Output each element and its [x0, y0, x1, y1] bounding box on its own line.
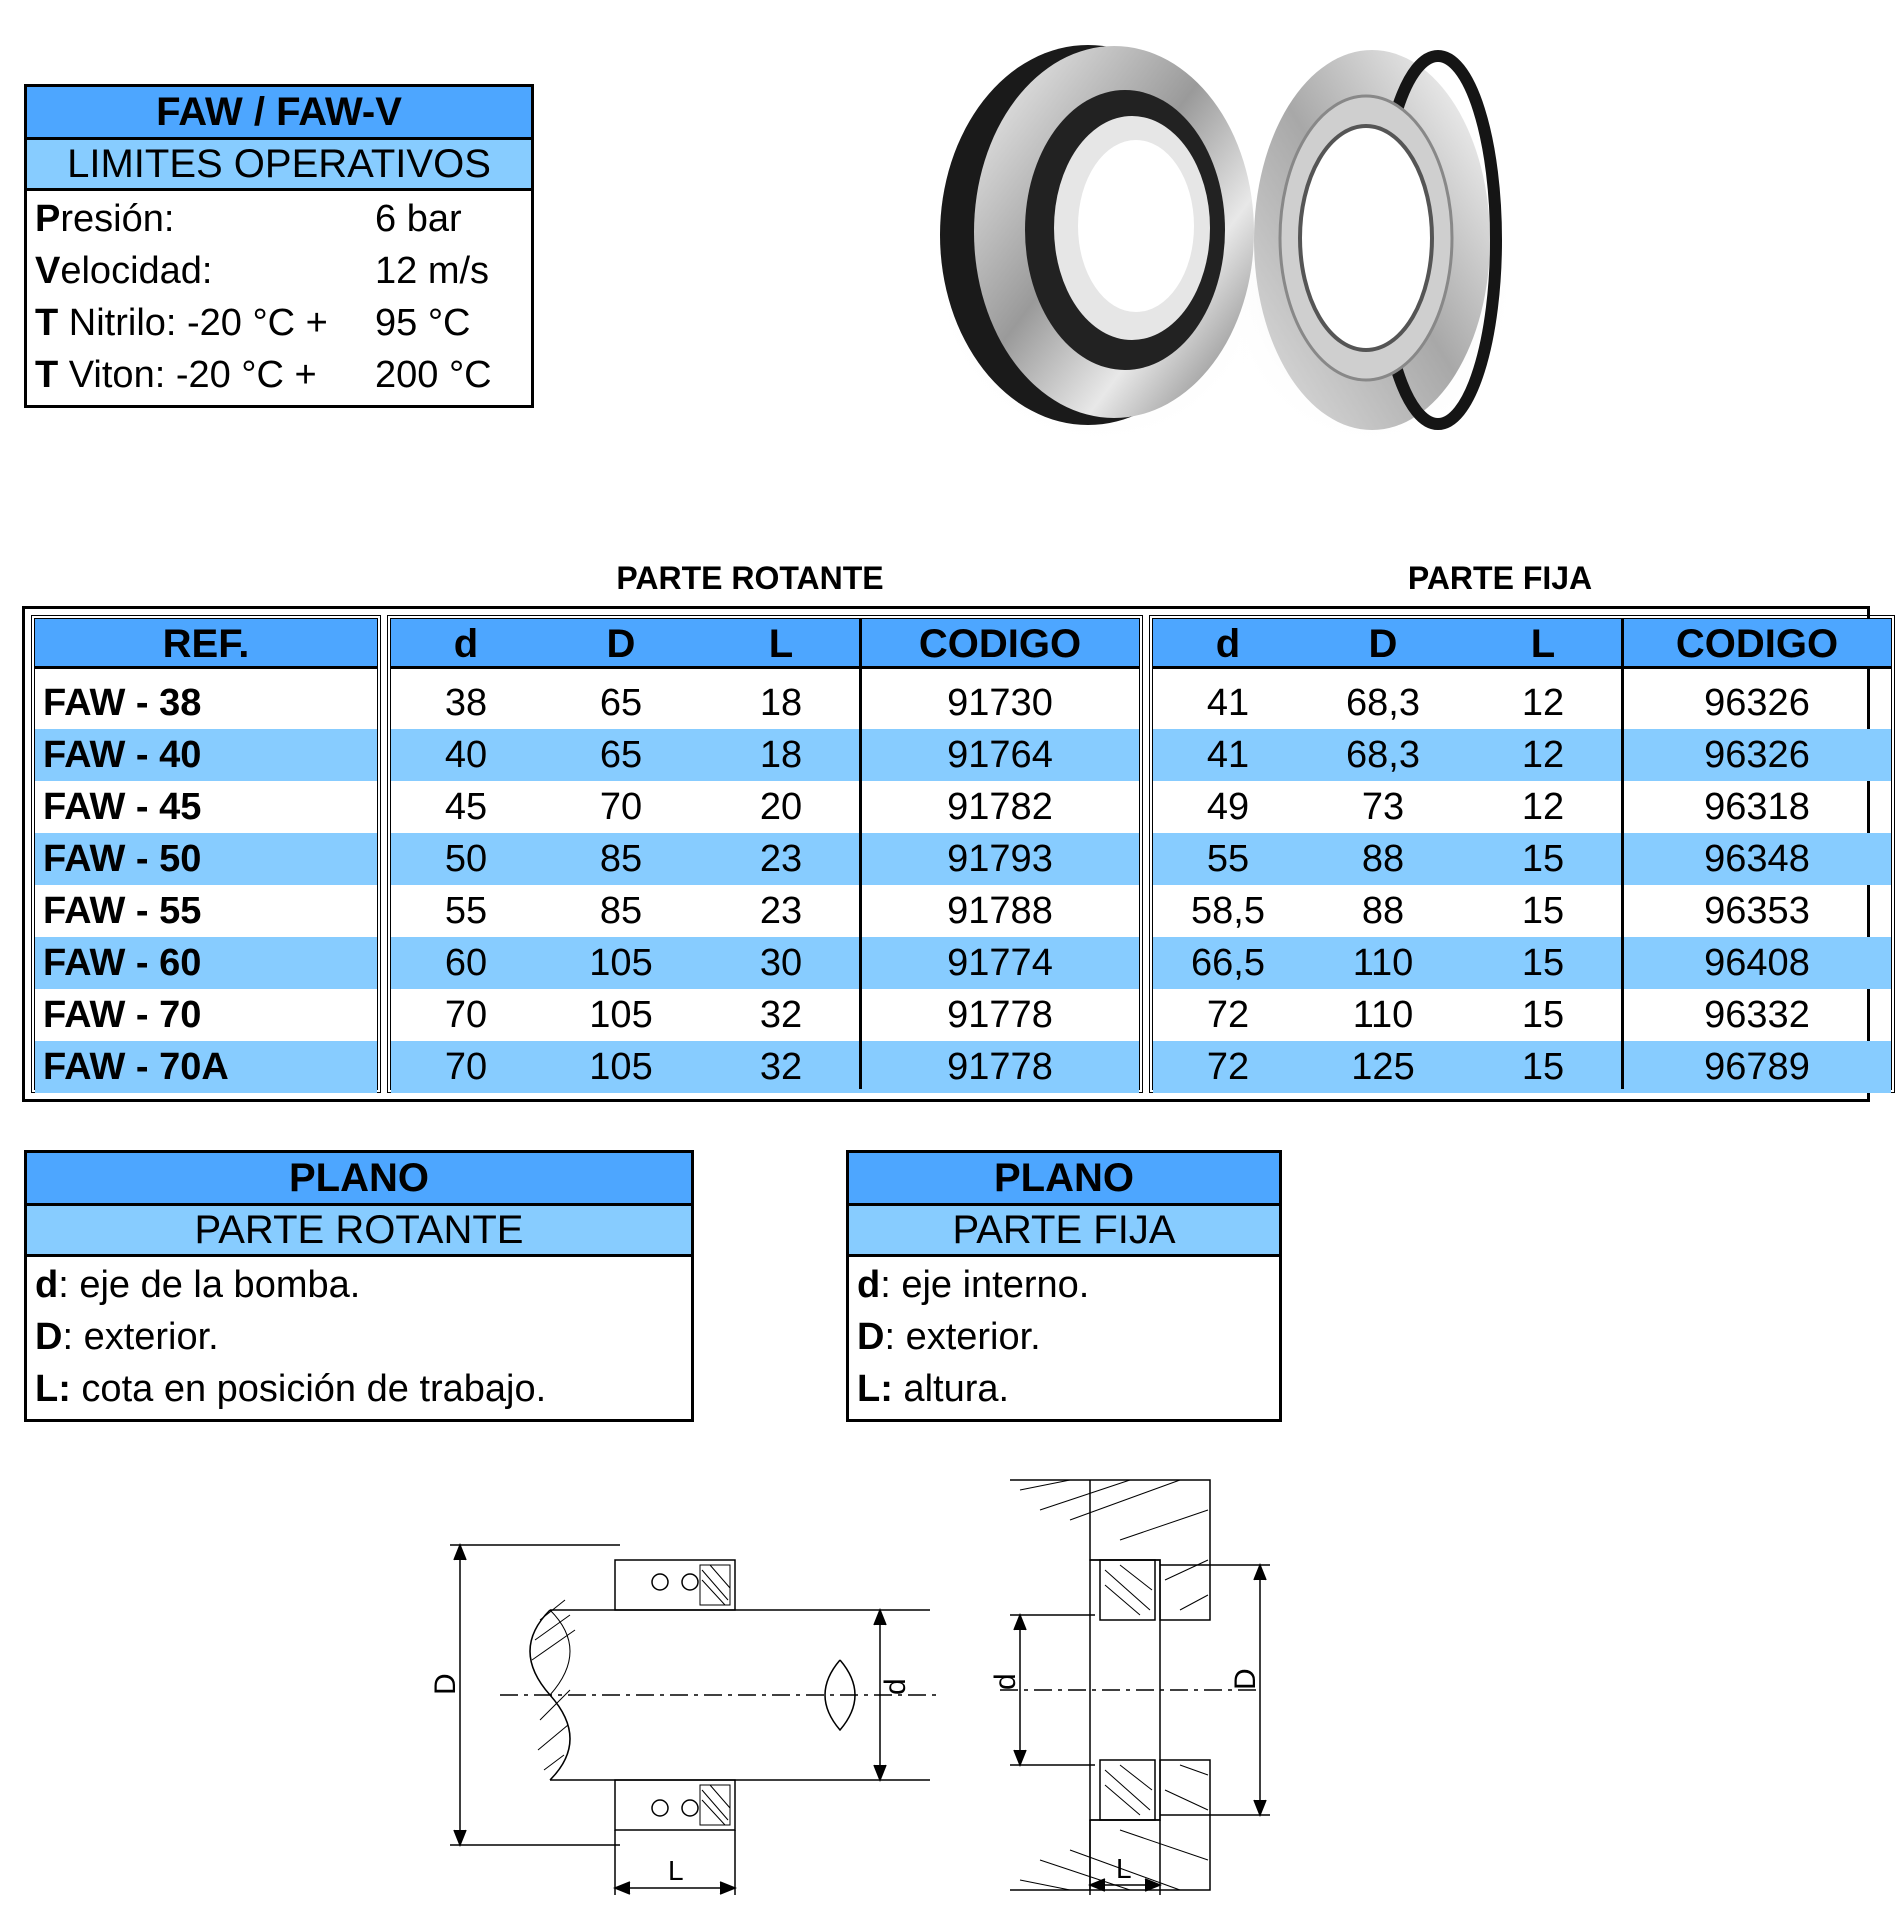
table-cell-fija: 49 — [1206, 786, 1250, 828]
table-cell-rot: 18 — [759, 734, 803, 776]
limit-key: T — [35, 302, 59, 344]
table-cell-rot: 105 — [589, 994, 653, 1036]
table-cell-fija: 88 — [1361, 838, 1405, 880]
table-cell-rot: 70 — [599, 786, 643, 828]
table-cell-fija: 96326 — [1704, 682, 1810, 724]
table-cell-fija: 15 — [1521, 942, 1565, 984]
table-cell-rot: 65 — [599, 682, 643, 724]
table-cell-fija: 72 — [1206, 994, 1250, 1036]
table-cell-fija: 68,3 — [1346, 682, 1420, 724]
table-cell-fija: 15 — [1521, 890, 1565, 932]
panel-ref — [31, 615, 381, 1093]
dim-L-label: L — [668, 1855, 684, 1886]
limit-key: T — [35, 354, 59, 396]
panel-fija — [1149, 615, 1895, 1093]
table-cell-rot: 91764 — [947, 734, 1053, 776]
limit-value: 12 m/s — [375, 250, 490, 292]
dim-D-label: D — [429, 1673, 462, 1695]
limit-label — [35, 297, 375, 349]
plano-row — [857, 1363, 1279, 1415]
plano-key: L: — [857, 1368, 893, 1410]
table-cell-fija: 12 — [1521, 734, 1565, 776]
table-cell-rot: 91730 — [947, 682, 1053, 724]
table-cell-rot: 50 — [444, 838, 488, 880]
table-ref-cell: FAW - 50 — [43, 838, 202, 880]
limit-key: P — [35, 198, 61, 240]
table-cell-fija: 96326 — [1704, 734, 1810, 776]
seal-bottom — [615, 1780, 735, 1830]
plano-rotante-box — [24, 1150, 694, 1422]
table-cell-rot: 91788 — [947, 890, 1053, 932]
table-cell-rot: 40 — [444, 734, 488, 776]
dim-d-label-fija: d — [989, 1673, 1022, 1690]
table-cell-rot: 85 — [599, 890, 643, 932]
header-rot-3: CODIGO — [861, 619, 1139, 669]
table-cell-rot: 70 — [444, 994, 488, 1036]
table-cell-fija: 41 — [1206, 734, 1250, 776]
table-cell-fija: 12 — [1521, 786, 1565, 828]
table-cell-rot: 23 — [759, 890, 803, 932]
dim-d-label: d — [879, 1678, 912, 1695]
table-ref-cell: FAW - 70 — [43, 994, 202, 1036]
limit-text: Nitrilo: -20 °C + — [58, 302, 328, 344]
table-cell-rot: 55 — [444, 890, 488, 932]
table-cell-fija: 68,3 — [1346, 734, 1420, 776]
table-cell-rot: 91778 — [947, 1046, 1053, 1088]
header-fija-2: L — [1463, 619, 1623, 669]
seal-rot-hole — [1078, 140, 1194, 312]
limit-row — [35, 349, 531, 401]
header-fija-0: d — [1153, 619, 1303, 669]
table-cell-rot: 91778 — [947, 994, 1053, 1036]
table-cell-rot: 70 — [444, 1046, 488, 1088]
table-cell-rot: 32 — [759, 994, 803, 1036]
table-cell-fija: 58,5 — [1191, 890, 1265, 932]
panel-rotante — [387, 615, 1143, 1093]
table-cell-rot: 60 — [444, 942, 488, 984]
plano-key: d — [35, 1264, 59, 1306]
limit-value: 6 bar — [375, 198, 462, 240]
plano-rotante-title: PLANO — [27, 1153, 691, 1206]
table-ref-cell: FAW - 60 — [43, 942, 202, 984]
table-cell-fija: 41 — [1206, 682, 1250, 724]
table-cell-fija: 125 — [1351, 1046, 1415, 1088]
group-title-fija: PARTE FIJA — [1407, 560, 1593, 596]
limit-row — [35, 245, 531, 297]
limit-label — [35, 193, 375, 245]
header-ref: REF. — [35, 619, 377, 669]
table-cell-fija: 96408 — [1704, 942, 1810, 984]
limit-row — [35, 297, 531, 349]
limits-subtitle: LIMITES OPERATIVOS — [27, 140, 531, 191]
table-ref-cell: FAW - 55 — [43, 890, 202, 932]
plano-rotante-rows — [27, 1257, 691, 1419]
limit-text: Viton: -20 °C + — [58, 354, 317, 396]
table-cell-rot: 45 — [444, 786, 488, 828]
limit-text: resión: — [60, 198, 175, 240]
group-title-rotante: PARTE ROTANTE — [616, 560, 884, 596]
table-cell-fija: 15 — [1521, 838, 1565, 880]
plano-fija-title: PLANO — [849, 1153, 1279, 1206]
plano-row — [857, 1259, 1279, 1311]
table-cell-fija: 96353 — [1704, 890, 1810, 932]
header-rot-2: L — [701, 619, 861, 669]
limit-value: 200 °C — [375, 354, 492, 396]
plano-text: : exterior. — [62, 1316, 219, 1358]
table-ref-cell: FAW - 38 — [43, 682, 202, 724]
table-cell-fija: 15 — [1521, 994, 1565, 1036]
table-cell-rot: 91793 — [947, 838, 1053, 880]
table-ref-cell: FAW - 70A — [43, 1046, 229, 1088]
header-fija-3: CODIGO — [1623, 619, 1891, 669]
table-cell-fija: 88 — [1361, 890, 1405, 932]
housing-top — [1010, 1480, 1210, 1620]
plano-row — [857, 1311, 1279, 1363]
seal-photo — [900, 20, 1540, 460]
table-cell-fija: 73 — [1361, 786, 1405, 828]
plano-row — [35, 1259, 691, 1311]
limit-text: elocidad: — [60, 250, 213, 292]
limits-title: FAW / FAW-V — [27, 87, 531, 140]
table-cell-rot: 38 — [444, 682, 488, 724]
table-cell-fija: 110 — [1352, 994, 1414, 1036]
table-cell-rot: 18 — [759, 682, 803, 724]
table-cell-fija: 96332 — [1704, 994, 1810, 1036]
table-cell-rot: 32 — [759, 1046, 803, 1088]
plano-row — [35, 1363, 691, 1415]
plano-text: altura. — [892, 1368, 1010, 1410]
table-cell-fija: 110 — [1352, 942, 1414, 984]
plano-rotante-subtitle: PARTE ROTANTE — [27, 1206, 691, 1257]
plano-fija-box — [846, 1150, 1282, 1422]
dim-L-label-fija: L — [1116, 1853, 1132, 1884]
table-cell-rot: 105 — [589, 942, 653, 984]
dimensions-table — [22, 606, 1870, 1102]
plano-text: : exterior. — [884, 1316, 1041, 1358]
plano-key: L: — [35, 1368, 71, 1410]
table-cell-fija: 72 — [1206, 1046, 1250, 1088]
table-cell-rot: 85 — [599, 838, 643, 880]
plano-fija-subtitle: PARTE FIJA — [849, 1206, 1279, 1257]
plano-text: cota en posición de trabajo. — [70, 1368, 547, 1410]
table-cell-rot: 23 — [759, 838, 803, 880]
header-rot-1: D — [541, 619, 701, 669]
plano-row — [35, 1311, 691, 1363]
table-cell-rot: 20 — [759, 786, 803, 828]
table-cell-fija: 55 — [1206, 838, 1250, 880]
table-cell-rot: 105 — [589, 1046, 653, 1088]
plano-key: d — [857, 1264, 881, 1306]
table-ref-cell: FAW - 45 — [43, 786, 202, 828]
drawing-fija — [980, 1470, 1300, 1900]
header-fija-1: D — [1303, 619, 1463, 669]
plano-fija-rows — [849, 1257, 1279, 1419]
table-cell-rot: 91782 — [947, 786, 1053, 828]
limit-label — [35, 245, 375, 297]
table-cell-fija: 96789 — [1704, 1046, 1810, 1088]
drawing-rotante — [429, 1520, 960, 1900]
plano-text: : eje interno. — [880, 1264, 1090, 1306]
plano-text: : eje de la bomba. — [58, 1264, 361, 1306]
table-cell-rot: 91774 — [947, 942, 1053, 984]
limit-label — [35, 349, 375, 401]
seal-fija-hole — [1300, 126, 1432, 350]
limits-box — [24, 84, 534, 408]
limit-row — [35, 193, 531, 245]
table-cell-rot: 65 — [599, 734, 643, 776]
table-ref-cell: FAW - 40 — [43, 734, 202, 776]
plano-key: D — [857, 1316, 885, 1358]
dim-D-label-fija: D — [1229, 1668, 1262, 1690]
table-cell-fija: 66,5 — [1191, 942, 1265, 984]
table-cell-fija: 12 — [1521, 682, 1565, 724]
header-rot-0: d — [391, 619, 541, 669]
table-cell-rot: 30 — [759, 942, 803, 984]
seal-top — [615, 1560, 735, 1610]
limits-rows — [27, 191, 531, 405]
limit-key: V — [35, 250, 61, 292]
limit-value: 95 °C — [375, 302, 471, 344]
table-cell-fija: 96348 — [1704, 838, 1810, 880]
table-cell-fija: 15 — [1521, 1046, 1565, 1088]
table-cell-fija: 96318 — [1704, 786, 1810, 828]
plano-key: D — [35, 1316, 63, 1358]
housing-bottom — [1010, 1760, 1210, 1890]
